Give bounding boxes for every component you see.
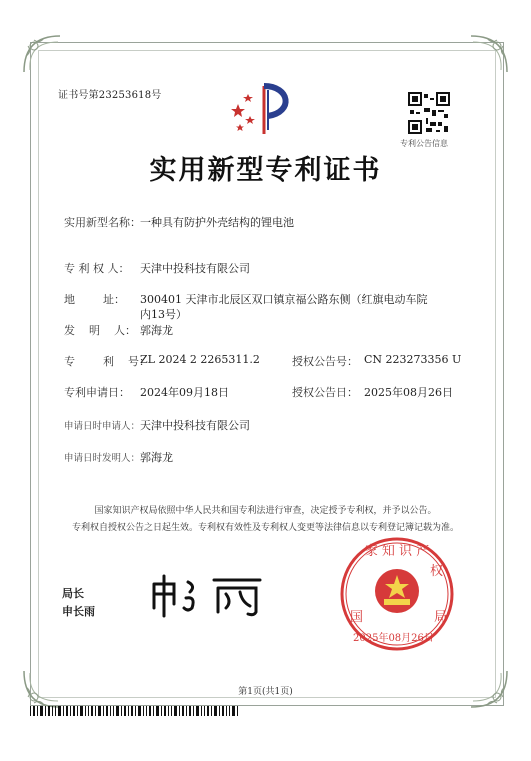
qr-caption: 专利公告信息 bbox=[400, 139, 448, 148]
certificate-number: 证书号第23253618号 bbox=[58, 90, 162, 101]
inventor-at-filing-label: 申请日时发明人： bbox=[64, 453, 141, 464]
svg-text:权: 权 bbox=[430, 564, 444, 579]
grant-date-value: 2025年08月26日 bbox=[364, 386, 453, 399]
utility-model-name-label: 实用新型名称： bbox=[64, 216, 141, 229]
applicant-at-filing-label: 申请日时申请人： bbox=[64, 421, 141, 432]
application-date-value: 2024年09月18日 bbox=[140, 386, 229, 399]
barcode-icon bbox=[30, 706, 240, 716]
qr-code-icon[interactable] bbox=[408, 92, 450, 134]
patentee-value: 天津中投科技有限公司 bbox=[140, 262, 250, 275]
page-number: 第1页(共1页) bbox=[238, 687, 293, 697]
svg-text:国: 国 bbox=[350, 610, 364, 625]
utility-model-name-value: 一种具有防护外壳结构的锂电池 bbox=[140, 216, 294, 229]
grant-publication-number-label: 授权公告号： bbox=[292, 355, 358, 368]
address-label: 地 址： bbox=[64, 293, 125, 306]
applicant-at-filing-value: 天津中投科技有限公司 bbox=[140, 419, 250, 432]
corner-ornament-icon bbox=[20, 32, 66, 78]
corner-ornament-icon bbox=[465, 32, 511, 78]
inventor-at-filing-value: 郭海龙 bbox=[140, 451, 173, 464]
signer-title: 局长 bbox=[62, 587, 84, 600]
address-line-2: 内13号） bbox=[140, 308, 187, 321]
certificate-title: 实用新型专利证书 bbox=[149, 155, 382, 186]
notice-line-1: 国家知识产权局依照中华人民共和国专利法进行审查，决定授予专利权，并予以公告。 bbox=[94, 506, 437, 516]
inventor-label: 发 明 人： bbox=[64, 324, 136, 337]
cnipa-logo-icon bbox=[228, 82, 302, 138]
inventor-value: 郭海龙 bbox=[140, 324, 173, 337]
svg-text:家 知 识 产: 家 知 识 产 bbox=[364, 544, 430, 559]
seal-date: 2025年08月26日 bbox=[353, 633, 434, 644]
grant-publication-number-value: CN 223273356 U bbox=[364, 353, 462, 366]
address-line-1: 300401 天津市北辰区双口镇京福公路东侧（红旗电动车院 bbox=[140, 293, 428, 306]
patentee-label: 专 利 权 人： bbox=[64, 262, 130, 275]
patent-number-label: 专 利 号： bbox=[64, 355, 150, 368]
svg-text:局: 局 bbox=[434, 610, 448, 625]
notice-line-2: 专利权自授权公告之日起生效。专利权有效性及专利权人变更等法律信息以专利登记簿记载为准。 bbox=[71, 523, 459, 533]
grant-date-label: 授权公告日： bbox=[292, 386, 358, 399]
patent-number-value: ZL 2024 2 2265311.2 bbox=[140, 353, 260, 366]
signer-name: 申长雨 bbox=[62, 605, 95, 618]
signature-icon bbox=[148, 570, 268, 620]
application-date-label: 专利申请日： bbox=[64, 386, 130, 399]
